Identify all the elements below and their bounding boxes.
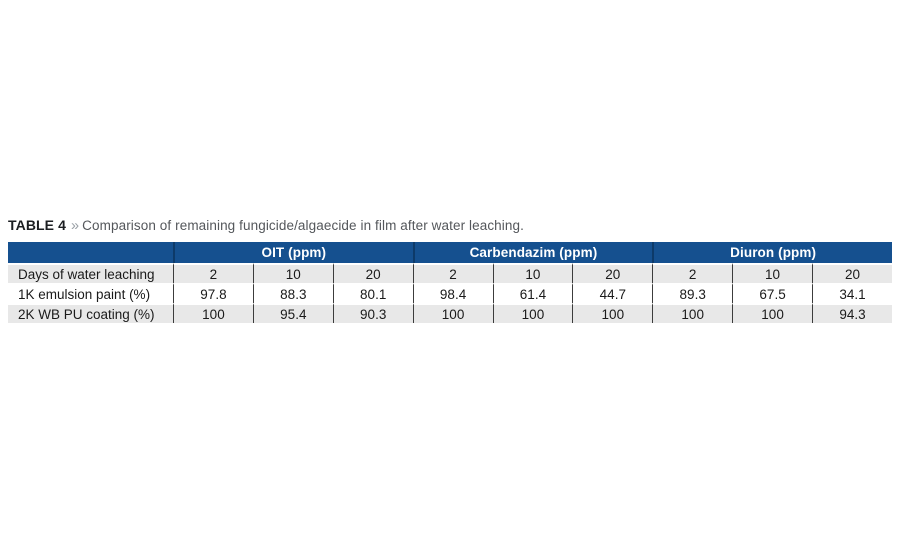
table-cell: 61.4 xyxy=(493,283,573,303)
table-cell: 100 xyxy=(173,303,253,323)
table-cell: 10 xyxy=(253,263,333,283)
table-number-label: TABLE 4 xyxy=(8,217,66,233)
table-cell: 95.4 xyxy=(253,303,333,323)
table-cell: 20 xyxy=(812,263,892,283)
table-row xyxy=(8,283,892,303)
table-cell: 67.5 xyxy=(732,283,812,303)
table-cell: 2 xyxy=(413,263,493,283)
table-cell: 2 xyxy=(173,263,253,283)
leaching-results-table xyxy=(8,242,892,323)
row-label: 2K WB PU coating (%) xyxy=(8,303,173,323)
caption-text: Comparison of remaining fungicide/algaecide in film after water leaching. xyxy=(82,218,524,233)
table-cell: 10 xyxy=(732,263,812,283)
table-cell: 20 xyxy=(572,263,652,283)
column-group-diuron: Diuron (ppm) xyxy=(652,242,892,263)
table-cell: 100 xyxy=(732,303,812,323)
row-label: Days of water leaching xyxy=(8,263,173,283)
table-cell: 100 xyxy=(572,303,652,323)
column-group-carbendazim: Carbendazim (ppm) xyxy=(413,242,653,263)
table-cell: 10 xyxy=(493,263,573,283)
table-cell: 88.3 xyxy=(253,283,333,303)
table-cell: 100 xyxy=(413,303,493,323)
table-cell: 34.1 xyxy=(812,283,892,303)
table-cell: 97.8 xyxy=(173,283,253,303)
table-cell: 89.3 xyxy=(652,283,732,303)
table-cell: 80.1 xyxy=(333,283,413,303)
column-group-oit: OIT (ppm) xyxy=(173,242,413,263)
table-row xyxy=(8,263,892,283)
table-cell: 2 xyxy=(652,263,732,283)
table-cell: 44.7 xyxy=(572,283,652,303)
table-cell: 20 xyxy=(333,263,413,283)
table-row xyxy=(8,303,892,323)
table-cell: 90.3 xyxy=(333,303,413,323)
table-cell: 94.3 xyxy=(812,303,892,323)
table-cell: 100 xyxy=(652,303,732,323)
table-cell: 100 xyxy=(493,303,573,323)
group-header-row xyxy=(8,242,892,263)
table-cell: 98.4 xyxy=(413,283,493,303)
row-label: 1K emulsion paint (%) xyxy=(8,283,173,303)
caption-chevron-icon: » xyxy=(71,218,80,234)
table-caption xyxy=(8,217,524,234)
corner-cell xyxy=(8,242,173,263)
